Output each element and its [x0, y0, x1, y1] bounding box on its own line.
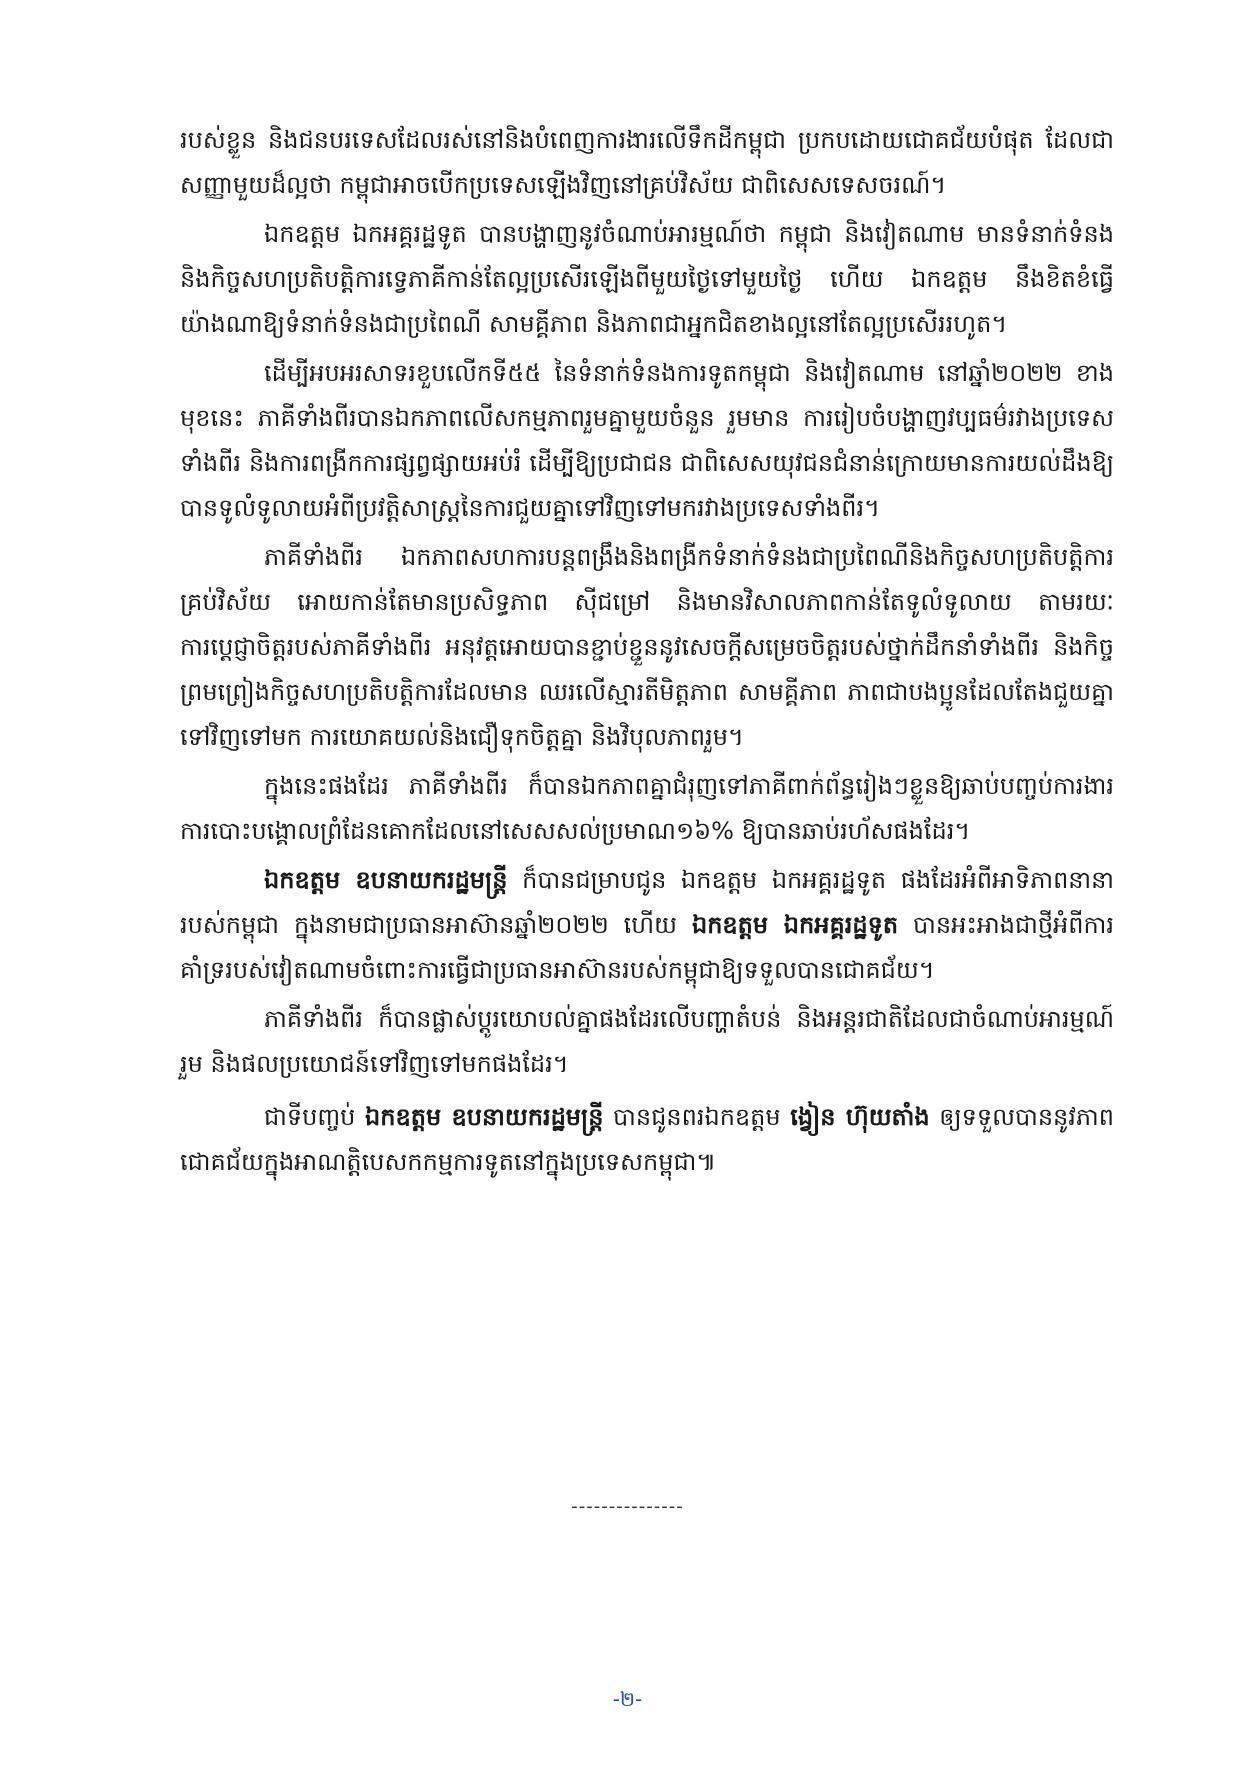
text-run: ជាទីបញ្ចប់: [264, 1103, 366, 1131]
bold-title: ឯកឧត្តម ឧបនាយករដ្ឋមន្ត្រី: [264, 866, 508, 894]
separator-line: ---------------: [571, 1496, 684, 1517]
bold-title: ឯកឧត្តម ឧបនាយករដ្ឋមន្ត្រី: [365, 1103, 604, 1131]
text-run: បានជូនពរឯកឧត្តម: [603, 1103, 791, 1131]
text-run: ឯកឧត្តម ឯកអគ្គរដ្ឋទូត បានបង្ហាញនូវចំណាប់អារម្មណ៍ថា កម្ពុជា និងវៀតណាម មានទំនាក់ទំនង និងកិច្ចសហប្រតិបត្តិការទ្វេភាគីកាន់តែល្អប្រសើរឡើងពីមួយថ្ងៃទៅមួយថ្ងៃ ហើយ ឯកឧត្តម នឹងខិតខំធ្វើយ៉ាងណាឱ្យទំនាក់ទំនងជាប្រពៃណី សាមគ្គីភាព និងភាពជាអ្នកជិតខាងល្អនៅតែល្អប្រសើររហូត។: [180, 220, 1114, 338]
text-run: ក៏បានជម្រាបជូន ឯកឧត្តម ឯកអគ្គរដ្ឋទូត ផងដែរអំពីអាទិភាពនានា របស់កម្ពុជា ក្នុងនាមជាប្រធានអាស៊ានឆ្នាំ២០២២ ហើយ: [180, 866, 1115, 939]
paragraph-ambassador-remarks: [180, 212, 1114, 347]
paragraph-asean-chair: [180, 858, 1114, 993]
text-run: បានអះអាងជាថ្មីអំពីការគាំទ្ររបស់វៀតណាមចំពោះការធ្វើជាប្រធានអាស៊ានរបស់កម្ពុជាឱ្យទទួលបានជោគជ័យ។: [180, 911, 1114, 984]
text-run: ឲ្យទទួលបាននូវភាពជោគជ័យក្នុងអាណត្តិបេសកកម្មការទូតនៅក្នុងប្រទេសកម្ពុជា៕: [180, 1103, 1114, 1176]
text-run: ដើម្បីអបអរសាទរខួបលើកទី៥៥ នៃទំនាក់ទំនងការទូតកម្ពុជា និងវៀតណាម នៅឆ្នាំ២០២២ ខាងមុខនេះ ភាគីទាំងពីរបានឯកភាពលើសកម្មភាពរួមគ្នាមួយចំនួន រួមមាន ការរៀបចំបង្ហាញវប្បធម៌រវាងប្រទេសទាំងពីរ និងការពង្រីកការផ្សព្វផ្សាយអប់រំ ដើម្បីឱ្យប្រជាជន ជាពិសេសយុវជនជំនាន់ក្រោយមានការយល់ដឹងឱ្យបានទូលំទូលាយអំពីប្រវត្តិសាស្ត្រនៃការជួយគ្នាទៅវិញទៅមករវាងប្រទេសទាំងពីរ។: [180, 359, 1114, 522]
page-number: -២-: [612, 1687, 643, 1711]
text-run: ក្នុងនេះផងដែរ ភាគីទាំងពីរ ក៏បានឯកភាពគ្នាជំរុញទៅភាគីពាក់ព័ន្ធរៀងៗខ្លួនឱ្យឆាប់បញ្ចប់ការងារការបោះបង្គោលព្រំដែនគោកដែលនៅសេសសល់ប្រមាណ១៦% ឱ្យបានឆាប់រហ័សផងដែរ។: [180, 772, 1114, 845]
document-body: [180, 118, 1114, 1189]
paragraph-closing: [180, 1095, 1114, 1185]
text-run: របស់ខ្លួន និងជនបរទេសដែលរស់នៅនិងបំពេញការងារលើទឹកដីកម្ពុជា ប្រកបដោយជោគជ័យបំផុត ដែលជាសញ្ញាមួយដ៏ល្អថា កម្ពុជាអាចបើកប្រទេសឡើងវិញនៅគ្រប់វិស័យ ជាពិសេសទេសចរណ៍។: [180, 126, 1114, 199]
paragraph-regional-issues: [180, 997, 1114, 1087]
paragraph-55th-anniversary: [180, 351, 1114, 531]
bold-name: ង្វៀន ហ៊ុយតាំង: [790, 1103, 930, 1131]
paragraph-cooperation: [180, 535, 1114, 760]
bold-title: ឯកឧត្តម ឯកអគ្គរដ្ឋទូត: [691, 911, 899, 939]
paragraph-border: [180, 764, 1114, 854]
text-run: ភាគីទាំងពីរ ក៏បានផ្លាស់ប្តូរយោបល់គ្នាផងដែរលើបញ្ហាតំបន់ និងអន្តរជាតិដែលជាចំណាប់អារម្មណ៍រួម និងផលប្រយោជន៍ទៅវិញទៅមកផងដែរ។: [180, 1005, 1114, 1078]
paragraph-continuation: [180, 118, 1114, 208]
text-run: ភាគីទាំងពីរ ឯកភាពសហការបន្តពង្រឹងនិងពង្រីកទំនាក់ទំនងជាប្រពៃណីនិងកិច្ចសហប្រតិបត្តិការគ្រប់វិស័យ អោយកាន់តែមានប្រសិទ្ធភាព ស៊ីជម្រៅ និងមានវិសាលភាពកាន់តែទូលំទូលាយ តាមរយៈការប្តេជ្ញាចិត្តរបស់ភាគីទាំងពីរ អនុវត្តអោយបានខ្ជាប់ខ្ជួននូវសេចក្តីសម្រេចចិត្តរបស់ថ្នាក់ដឹកនាំទាំងពីរ និងកិច្ចព្រមព្រៀងកិច្ចសហប្រតិបត្តិការដែលមាន ឈរលើស្មារតីមិត្តភាព សាមគ្គីភាព ភាពជាបងប្អូនដែលតែងជួយគ្នាទៅវិញទៅមក ការយោគយល់និងជឿទុកចិត្តគ្នា និងវិបុលភាពរួម។: [180, 543, 1114, 751]
